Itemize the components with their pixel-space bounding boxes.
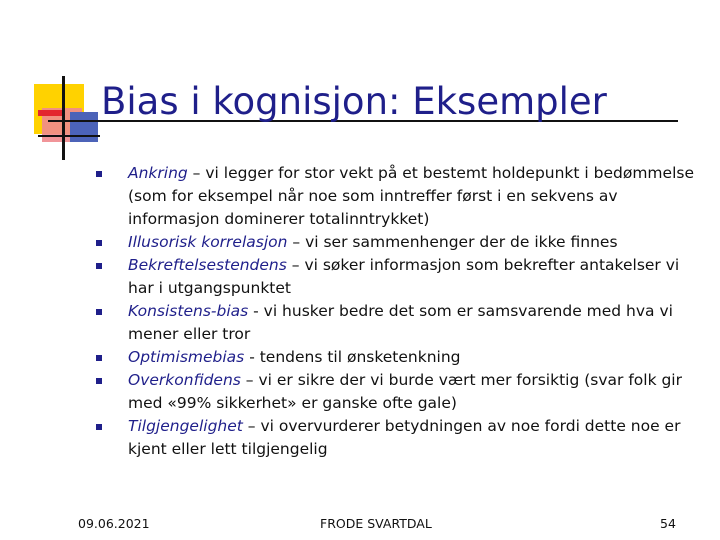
logo-red-bar xyxy=(38,110,64,116)
bullet-term: Bekreftelsestendens xyxy=(128,256,287,274)
bullet-marker-icon xyxy=(96,309,102,315)
bullet-marker-icon xyxy=(96,263,102,269)
bullet-item xyxy=(96,415,706,461)
footer-page-number: 54 xyxy=(660,516,676,531)
slide-title: Bias i kognisjon: Eksempler xyxy=(101,80,607,123)
bullet-marker-icon xyxy=(96,355,102,361)
logo-blue-square xyxy=(70,112,98,142)
bullet-text: – vi er sikre der vi burde vært mer forsiktig (svar folk gir med «99% sikkerhet» er ganske ofte gale) xyxy=(128,371,682,412)
bullet-term: Konsistens-bias xyxy=(128,302,249,320)
bullet-marker-icon xyxy=(96,378,102,384)
bullet-term: Optimismebias xyxy=(128,348,245,366)
bullet-marker-icon xyxy=(96,240,102,246)
logo-vertical-line xyxy=(62,76,65,160)
bullet-item xyxy=(96,369,706,415)
bullet-list xyxy=(96,162,706,461)
bullet-text: – vi ser sammenhenger der de ikke finnes xyxy=(287,233,618,251)
bullet-marker-icon xyxy=(96,424,102,430)
bullet-text: – vi legger for stor vekt på et bestemt holdepunkt i bedømmelse (som for eksempel når noe som inntreffer først i en sekvens av informasjon dominerer totalinntrykket) xyxy=(128,164,694,228)
bullet-text: - vi husker bedre det som er samsvarende med hva vi mener eller tror xyxy=(128,302,673,343)
bullet-term: Ankring xyxy=(128,164,188,182)
logo-horizontal-line xyxy=(38,135,100,137)
bullet-text: - tendens til ønsketenkning xyxy=(244,348,461,366)
footer-date: 09.06.2021 xyxy=(78,516,150,531)
footer-author: FRODE SVARTDAL xyxy=(320,516,432,531)
bullet-text: – vi søker informasjon som bekrefter antakelser vi har i utgangspunktet xyxy=(128,256,680,297)
bullet-text: – vi overvurderer betydningen av noe fordi dette noe er kjent eller lett tilgjengelig xyxy=(128,417,681,458)
bullet-marker-icon xyxy=(96,171,102,177)
bullet-item xyxy=(96,346,706,369)
bullet-term: Tilgjengelighet xyxy=(128,417,243,435)
bullet-term: Illusorisk korrelasjon xyxy=(128,233,288,251)
bullet-item xyxy=(96,231,706,254)
bullet-item xyxy=(96,300,706,346)
bullet-term: Overkonfidens xyxy=(128,371,241,389)
bullet-item xyxy=(96,162,706,231)
bullet-item xyxy=(96,254,706,300)
